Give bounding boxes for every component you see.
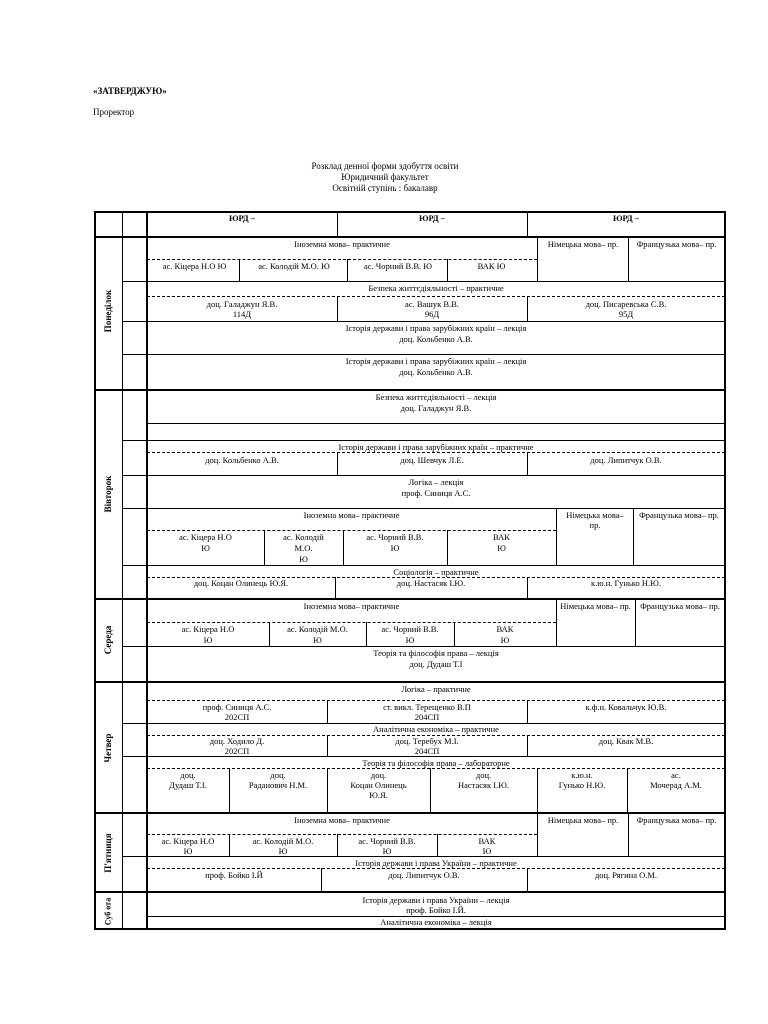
- day-monday: Понеділок: [103, 289, 113, 333]
- fri-t1b: Ю: [183, 846, 193, 856]
- approval-stamp: «ЗАТВЕРДЖУЮ»: [93, 86, 167, 96]
- tue-soc-t1: доц. Коцан Олинець Ю.Я.: [193, 578, 289, 588]
- fri-t3a: ас. Чорний В.В.: [358, 836, 416, 846]
- sat-ist-teacher: проф. Бойко І.Й.: [406, 905, 466, 915]
- mon-bzh: Безпека життєдіяльності – практичне: [368, 283, 504, 293]
- prorector-label: Проректор: [93, 107, 135, 117]
- mon-teacher-2: ас. Колодій М.О. Ю: [258, 261, 330, 271]
- thu-log: Логіка – практичне: [401, 684, 471, 694]
- tue-t3a: ас. Чорний В.В.: [366, 532, 424, 542]
- thu-log-t3: к.ф.н. Ковальчук Ю.В.: [585, 702, 667, 712]
- fri-t3b: Ю: [382, 846, 392, 856]
- mon-bzh-t1: доц. Галаджун Я.В.: [206, 299, 278, 309]
- group-header-1: ЮРД –: [228, 213, 256, 223]
- mon-lang: Іноземна мова– практичне: [294, 239, 390, 249]
- fri-german: Німецька мова– пр.: [547, 815, 619, 825]
- tue-t2b: М.О.: [294, 543, 313, 553]
- fri-ist: Історія держави і права України – практичне: [355, 858, 517, 868]
- title-line-3: Освітній ступінь : бакалавр: [332, 183, 438, 193]
- thu-log-t1: проф. Синиця А.С.: [202, 702, 272, 712]
- sat-ist: Історія держави і права України – лекція: [362, 895, 510, 905]
- thu-ae-t3: доц. Квак М.В.: [598, 736, 654, 746]
- tue-ist-t2: доц. Шевчук Л.Е.: [400, 455, 464, 465]
- wed-t2b: Ю: [313, 635, 322, 645]
- wed-t1b: Ю: [203, 635, 213, 645]
- wed-french: Французька мова– пр.: [640, 601, 720, 611]
- mon-ist-1: Історія держави і права зарубіжних країн – лекція: [345, 323, 527, 333]
- day-friday: П'ятниця: [103, 833, 113, 873]
- tue-soc: Соціологія – практичне: [393, 567, 479, 577]
- mon-bzh-t2: ас. Вашук В.В.: [405, 299, 459, 309]
- mon-teacher-3: ас. Чорний В.В. Ю: [363, 261, 433, 271]
- tue-t4b: Ю: [497, 543, 506, 553]
- fri-french: Французька мова– пр.: [636, 815, 717, 825]
- fri-t4b: Ю: [482, 846, 492, 856]
- mon-ist-2: Історія держави і права зарубіжних країн – лекція: [345, 356, 527, 366]
- fri-t2b: Ю: [278, 846, 288, 856]
- tue-log: Логіка – лекція: [408, 477, 464, 487]
- thu-ae: Аналітична економіка – практичне: [373, 724, 499, 734]
- thu-p3a: доц.: [370, 770, 387, 780]
- tue-ist-t3: доц. Липитчук О.В.: [590, 455, 662, 465]
- thu-log-r1: 202СП: [224, 712, 250, 722]
- thu-p6b: Мочерад А.М.: [650, 780, 702, 790]
- tue-soc-t2: доц. Настасяк І.Ю.: [396, 578, 466, 588]
- wed-tfp: Теорія та філософія права – лекція: [373, 648, 499, 658]
- schedule-table: [94, 211, 726, 929]
- thu-ae-t2: доц. Теребух М.І.: [395, 736, 459, 746]
- thu-p2a: доц.: [270, 770, 286, 780]
- thu-ae-r1: 202СП: [224, 746, 250, 756]
- tue-bzh: Безпека життєдіяльності – лекція: [375, 392, 497, 402]
- tue-log-teacher: проф. Синиця А.С.: [401, 488, 471, 498]
- tue-german: Німецька мова– пр.: [566, 510, 624, 530]
- tue-lang: Іноземна мова– практичне: [303, 510, 400, 520]
- thu-ae-t1: доц. Ходило Д.: [209, 736, 265, 746]
- mon-german: Німецька мова– пр.: [547, 239, 619, 249]
- fri-t2a: ас. Колодій М.О.: [252, 836, 314, 846]
- mon-bzh-r2: 96Д: [424, 309, 440, 319]
- thu-ae-r2: 204СП: [414, 746, 440, 756]
- mon-bzh-r3: 95Д: [618, 309, 634, 319]
- fri-t1a: ас. Кіцера Н.О: [161, 836, 215, 846]
- thu-p5b: Гунько Н.Ю.: [558, 780, 606, 790]
- tue-t4a: ВАК: [493, 532, 510, 542]
- wed-t4b: Ю: [500, 635, 510, 645]
- tue-t1b: Ю: [201, 543, 210, 553]
- group-header-2: ЮРД –: [418, 213, 446, 223]
- wed-t4a: ВАК: [496, 624, 514, 634]
- fri-ist-t3: доц. Рягина О.М.: [594, 870, 658, 880]
- thu-p2b: Раданович Н.М.: [248, 780, 308, 790]
- day-saturday: Суб ота: [103, 897, 113, 926]
- thu-p5a: к.ю.н.: [571, 770, 593, 780]
- thu-p6a: ас.: [671, 770, 681, 780]
- day-tuesday: Вівторок: [103, 475, 113, 513]
- wed-lang: Іноземна мова– практичне: [303, 601, 400, 611]
- mon-bzh-r1: 114Д: [232, 309, 252, 319]
- wed-t1a: ас. Кіцера Н.О: [181, 624, 235, 634]
- tue-french: Французька мова– пр.: [639, 510, 719, 520]
- tue-bzh-teacher: доц. Галаджун Я.В.: [400, 403, 472, 413]
- tue-ist-t1: доц. Кольбенко А.В.: [205, 455, 279, 465]
- fri-ist-t1: проф. Бойко І.Й: [205, 870, 263, 880]
- group-header-3: ЮРД –: [612, 213, 640, 223]
- schedule-title: [200, 161, 570, 194]
- mon-bzh-t3: доц. Писаревська С.В.: [585, 299, 667, 309]
- tue-t3b: Ю: [390, 543, 400, 553]
- thu-p4a: доц.: [475, 770, 492, 780]
- title-line-2: Юридичний факультет: [341, 172, 429, 182]
- fri-lang: Іноземна мова– практичне: [294, 815, 390, 825]
- title-line-1: Розклад денної форми здобуття освіти: [311, 161, 459, 171]
- thu-log-t2: ст. викл. Терещенко В.П: [383, 702, 471, 712]
- wed-t2a: ас. Колодій М.О.: [287, 624, 348, 634]
- mon-ist-2-teacher: доц. Кольбенко А.В.: [399, 367, 473, 377]
- thu-p3b: Коцан Олинець: [350, 780, 407, 790]
- thu-log-r2: 204СП: [414, 712, 440, 722]
- wed-t3b: Ю: [405, 635, 415, 645]
- sat-ae: Аналітична економіка – лекція: [380, 917, 492, 927]
- wed-tfp-teacher: доц. Дудаш Т.І: [409, 659, 463, 669]
- thu-p1a: доц.: [180, 770, 196, 780]
- fri-t4a: ВАК: [478, 836, 496, 846]
- tue-t2c: Ю: [299, 554, 308, 564]
- wed-t3a: ас. Чорний В.В.: [381, 624, 439, 634]
- mon-teacher-4: ВАК Ю: [477, 261, 506, 271]
- thu-p1b: Дудаш Т.І.: [169, 780, 207, 790]
- mon-ist-1-teacher: доц. Кольбенко А.В.: [399, 334, 473, 344]
- mon-french: Французька мова– пр.: [636, 239, 717, 249]
- day-wednesday: Середа: [103, 625, 113, 655]
- mon-teacher-1: ас. Кіцера Н.О Ю: [162, 261, 227, 271]
- thu-p3c: Ю.Я.: [369, 790, 388, 800]
- tue-t2a: ас. Колодій: [283, 532, 324, 542]
- wed-german: Німецька мова– пр.: [560, 601, 631, 611]
- thu-tfp: Теорія та філософія права – лабораторне: [362, 758, 510, 768]
- day-thursday: Четвер: [103, 733, 113, 763]
- tue-soc-t3: к.ю.н. Гунько Н.Ю.: [591, 578, 661, 588]
- fri-ist-t2: доц. Липитчук О.В.: [388, 870, 460, 880]
- tue-t1a: ас. Кіцера Н.О: [179, 532, 232, 542]
- tue-ist: Історія держави і права зарубіжних країн – практичне: [338, 442, 534, 452]
- thu-p4b: Настасяк І.Ю.: [457, 780, 510, 790]
